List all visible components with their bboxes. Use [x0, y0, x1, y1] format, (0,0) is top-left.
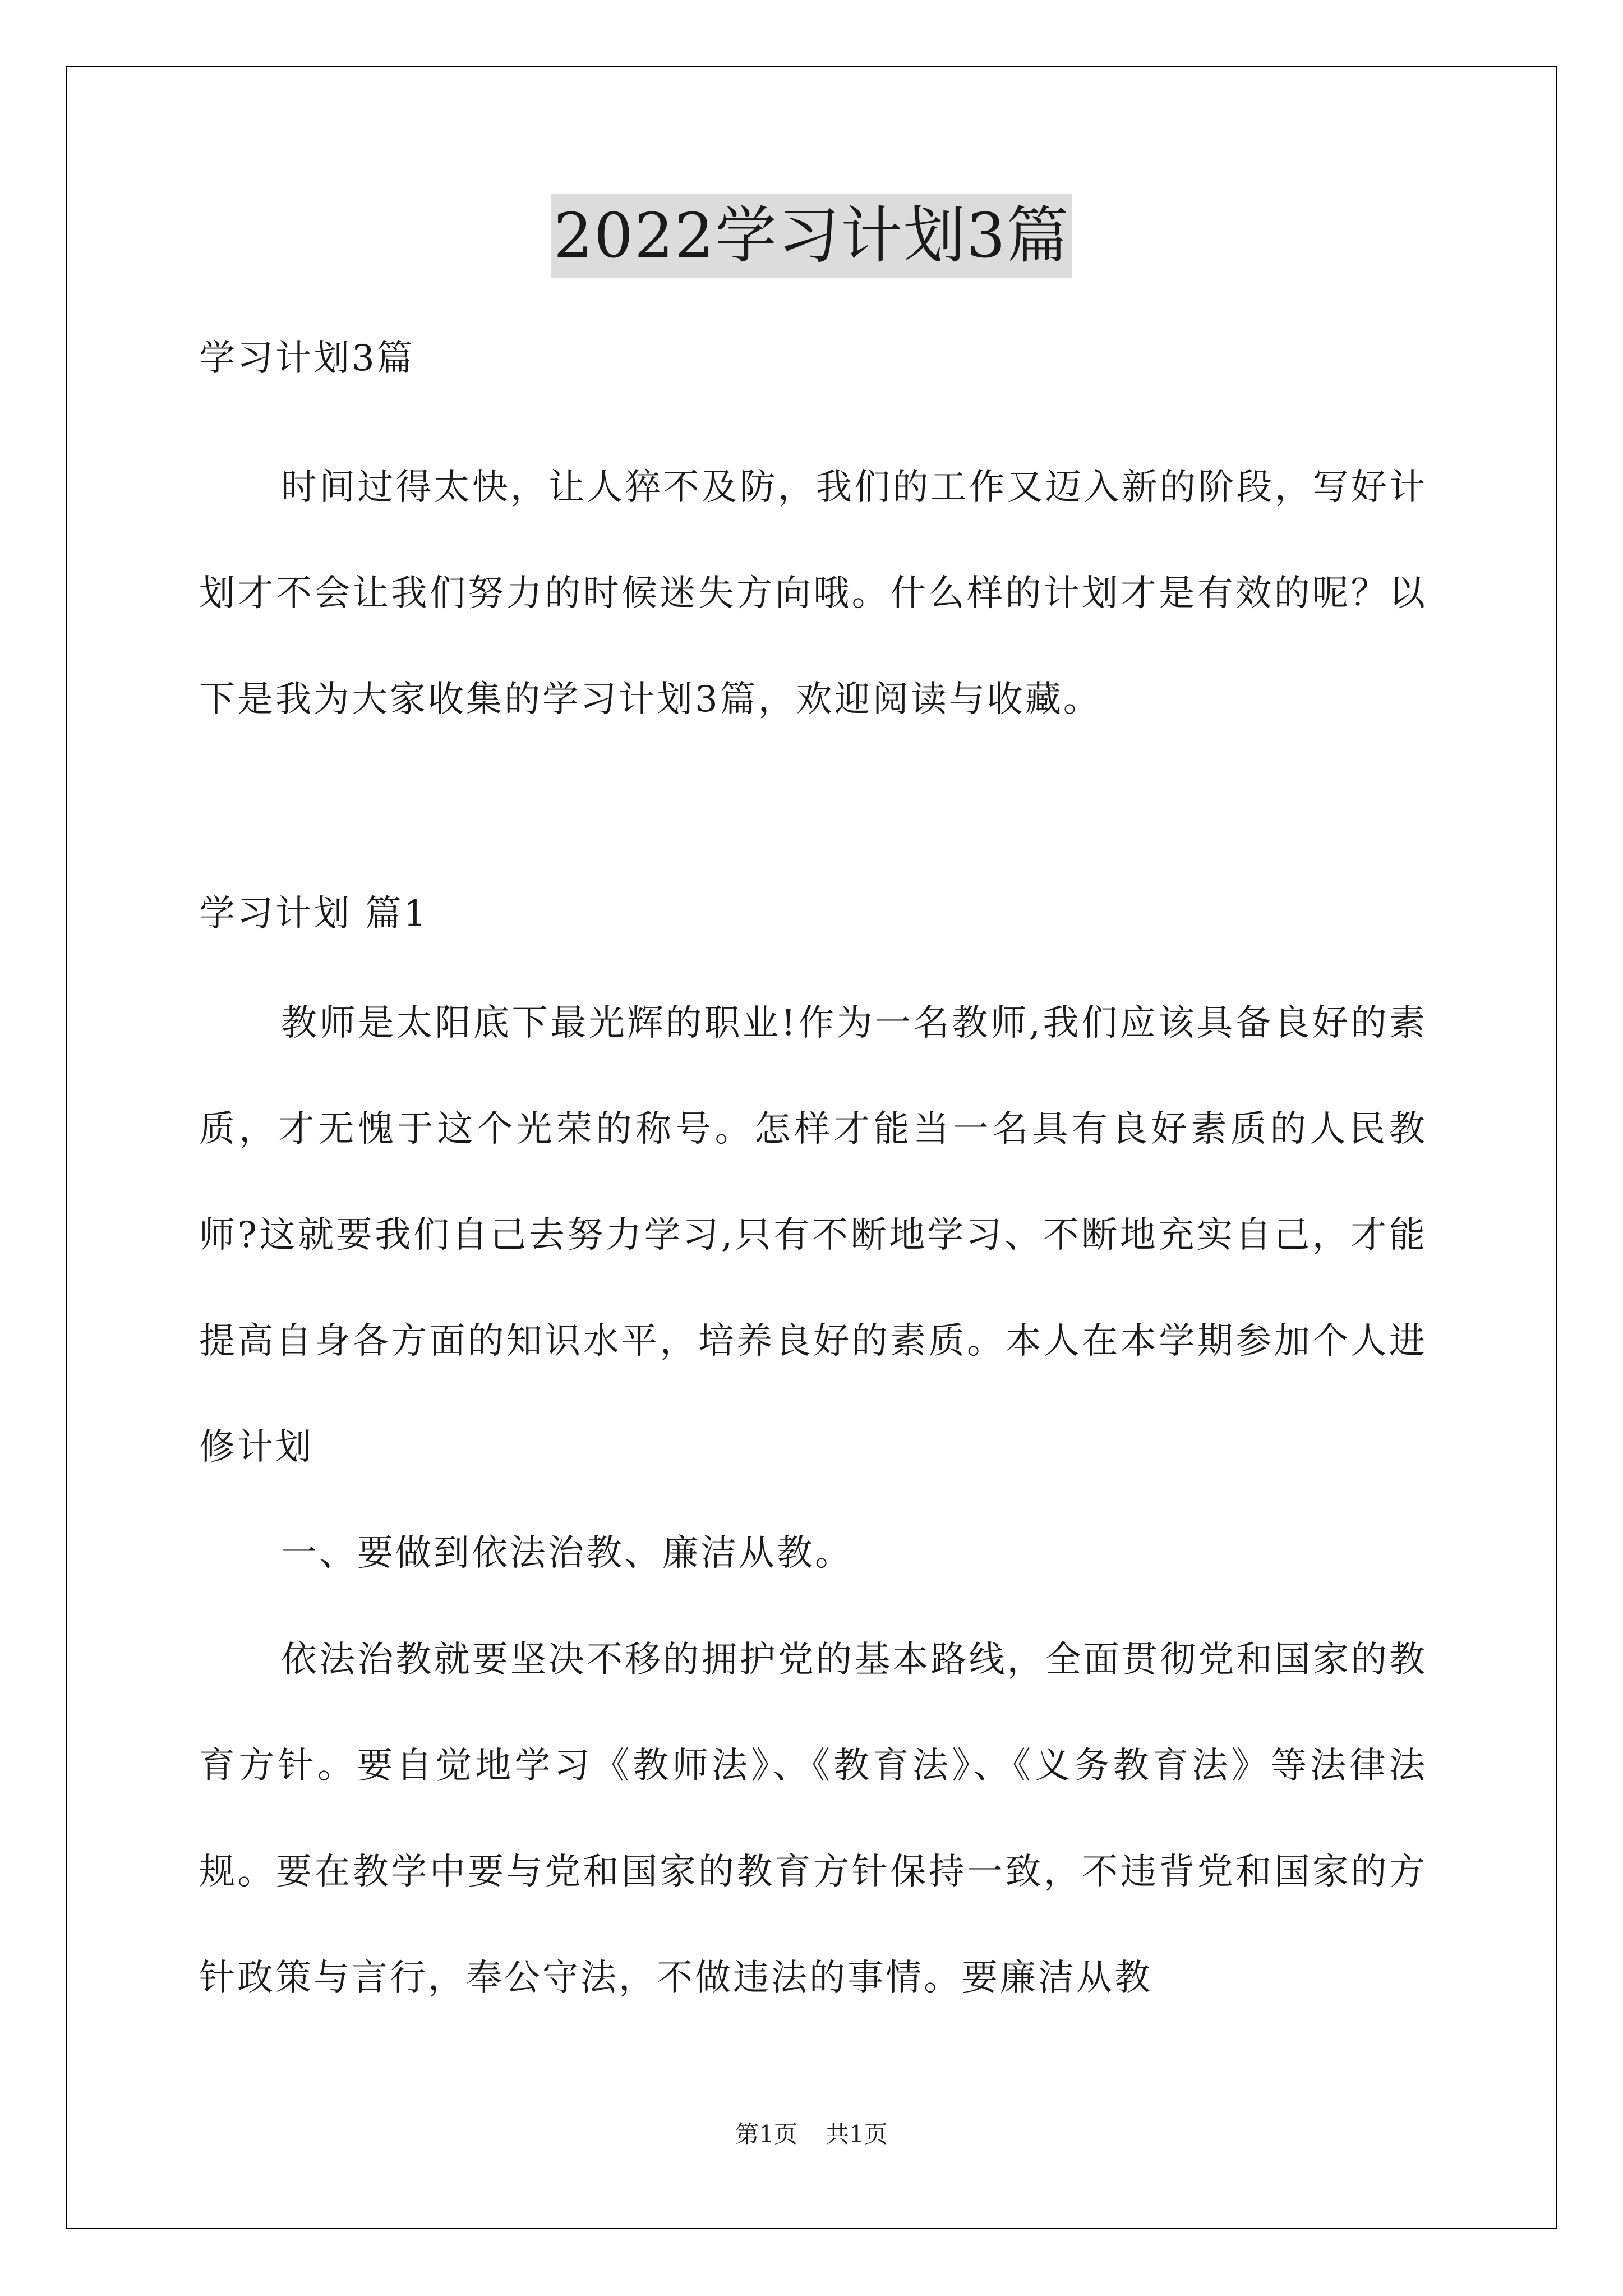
page-number: 第1页 [735, 2120, 797, 2148]
subtitle: 学习计划3篇 [199, 338, 415, 379]
paragraph: 依法治教就要坚决不移的拥护党的基本路线，全面贯彻党和国家的教育方针。要自觉地学习《教师法》、《教育法》、《义务教育法》等法律法规。要在教学中要与党和国家的教育方针保持一致，不违背党和国家的方针政策与言行，奉公守法，不做违法的事情。要廉洁从教 [199, 1639, 1427, 1999]
intro-paragraph: 时间过得太快，让人猝不及防，我们的工作又迈入新的阶段，写好计划才不会让我们努力的时候迷失方向哦。什么样的计划才是有效的呢？以下是我为大家收集的学习计划3篇，欢迎阅读与收藏。 [199, 467, 1427, 720]
document-title [0, 194, 1623, 278]
section-heading: 学习计划 篇1 [199, 893, 429, 935]
document-title-text: 2022学习计划3篇 [551, 194, 1072, 278]
page-footer [0, 2118, 1623, 2151]
list-heading: 一、要做到依法治教、廉洁从教。 [281, 1533, 853, 1574]
page-count: 共1页 [826, 2120, 888, 2148]
paragraph: 教师是太阳底下最光辉的职业!作为一名教师,我们应该具备良好的素质，才无愧于这个光荣的称号。怎样才能当一名具有良好素质的人民教师?这就要我们自己去努力学习,只有不断地学习、不断地充实自己，才能提高自身各方面的知识水平，培养良好的素质。本人在本学期参加个人进修计划 [199, 1002, 1427, 1468]
